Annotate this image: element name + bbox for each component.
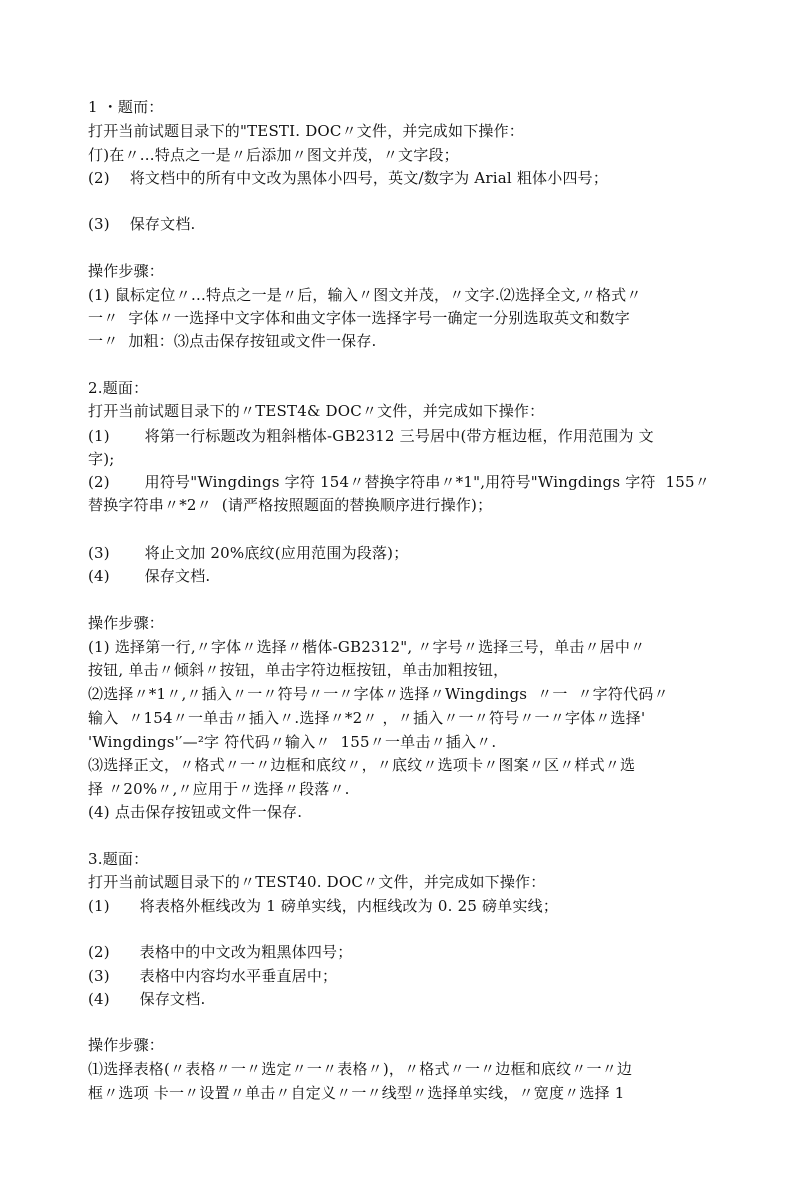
q2-item-4: (4) 保存文档. xyxy=(88,567,211,585)
q3-item-3: (3) 表格中内容均水平垂直居中； xyxy=(88,967,338,985)
q2-item-2-line-1: (2) 用符号"Wingdings 字符 154〃替换字符串〃*1",用符号"Wingdings 字符 155〃 xyxy=(88,473,710,491)
q2-item-1-line-2: 字); xyxy=(88,450,115,468)
q3-step-line-2: 框〃选项 卡一〃设置〃单击〃自定义〃一〃线型〃选择单实线，〃宽度〃选择 1 xyxy=(88,1084,625,1102)
q3-steps-title: 操作步骤： xyxy=(88,1036,165,1054)
q2-step-line-3: ⑵选择〃*1〃,〃插入〃一〃符号〃一〃字体〃选择〃Wingdings 〃一 〃字符代码〃 xyxy=(88,685,669,703)
q2-item-2-line-2: 替换字符串〃*2〃 (请严格按照题面的替换顺序进行操作)； xyxy=(88,496,493,514)
q1-item-1: 仃)在〃…特点之一是〃后添加〃图文并茂，〃文字段； xyxy=(88,146,459,164)
q1-step-line-1: (1) 鼠标定位〃…特点之一是〃后，输入〃图文并茂，〃文字.⑵选择全文,〃格式〃 xyxy=(88,286,642,304)
q3-item-2: (2) 表格中的中文改为粗黑体四号； xyxy=(88,943,353,961)
q1-step-line-3: 一〃 加粗：⑶点击保存按钮或文件一保存. xyxy=(88,332,377,350)
q2-step-line-7: 择 〃20%〃,〃应用于〃选择〃段落〃. xyxy=(88,780,350,798)
q2-step-line-6: ⑶选择正文，〃格式〃一〃边框和底纹〃，〃底纹〃选项卡〃图案〃区〃样式〃选 xyxy=(88,756,636,774)
q2-step-line-2: 按钮, 单击〃倾斜〃按钮，单击字符边框按钮，单击加粗按钮， xyxy=(88,661,509,679)
q3-step-line-1: ⑴选择表格(〃表格〃一〃选定〃一〃表格〃)，〃格式〃一〃边框和底纹〃一〃边 xyxy=(88,1060,633,1078)
q1-intro: 打开当前试题目录下的"TESTI. DOC〃文件，并完成如下操作： xyxy=(88,122,524,140)
q2-heading: 2.题面： xyxy=(88,379,149,397)
q2-step-line-4: 输入 〃154〃一单击〃插入〃.选择〃*2〃 ，〃插入〃一〃符号〃一〃字体〃选择' xyxy=(88,709,646,727)
q2-item-1-line-1: (1) 将第一行标题改为粗斜楷体-GB2312 三号居中(带方框边框，作用范围为 文 xyxy=(88,427,654,445)
q2-steps-title: 操作步骤： xyxy=(88,614,165,632)
q3-intro: 打开当前试题目录下的〃TEST40. DOC〃文件，并完成如下操作： xyxy=(88,873,546,891)
q2-step-line-5: 'Wingdings'′—²字 符代码〃输入〃 155〃一单击〃插入〃. xyxy=(88,733,497,751)
q1-step-line-2: 一〃 字体〃一选择中文字体和曲文字体一选择字号一确定一分别选取英文和数字 xyxy=(88,309,630,327)
q3-item-1: (1) 将表格外框线改为 1 磅单实线，内框线改为 0. 25 磅单实线； xyxy=(88,897,559,915)
q2-item-3: (3) 将止文加 20%底纹(应用范围为段落)； xyxy=(88,544,409,562)
q1-item-2: (2) 将文档中的所有中文改为黑体小四号，英文/数字为 Arial 粗体小四号； xyxy=(88,169,609,187)
q3-heading: 3.题面： xyxy=(88,850,149,868)
q2-step-line-1: (1) 选择第一行,〃字体〃选择〃楷体-GB2312", 〃字号〃选择三号，单击〃居中〃 xyxy=(88,638,646,656)
q2-step-line-8: (4) 点击保存按钮或文件一保存. xyxy=(88,803,303,821)
q1-item-3: (3) 保存文档. xyxy=(88,215,196,233)
q1-heading: 1 ・题而： xyxy=(88,98,164,116)
q1-steps-title: 操作步骤： xyxy=(88,262,165,280)
q3-item-4: (4) 保存文档. xyxy=(88,990,206,1008)
q2-intro: 打开当前试题目录下的〃TEST4& DOC〃文件，并完成如下操作： xyxy=(88,402,545,420)
